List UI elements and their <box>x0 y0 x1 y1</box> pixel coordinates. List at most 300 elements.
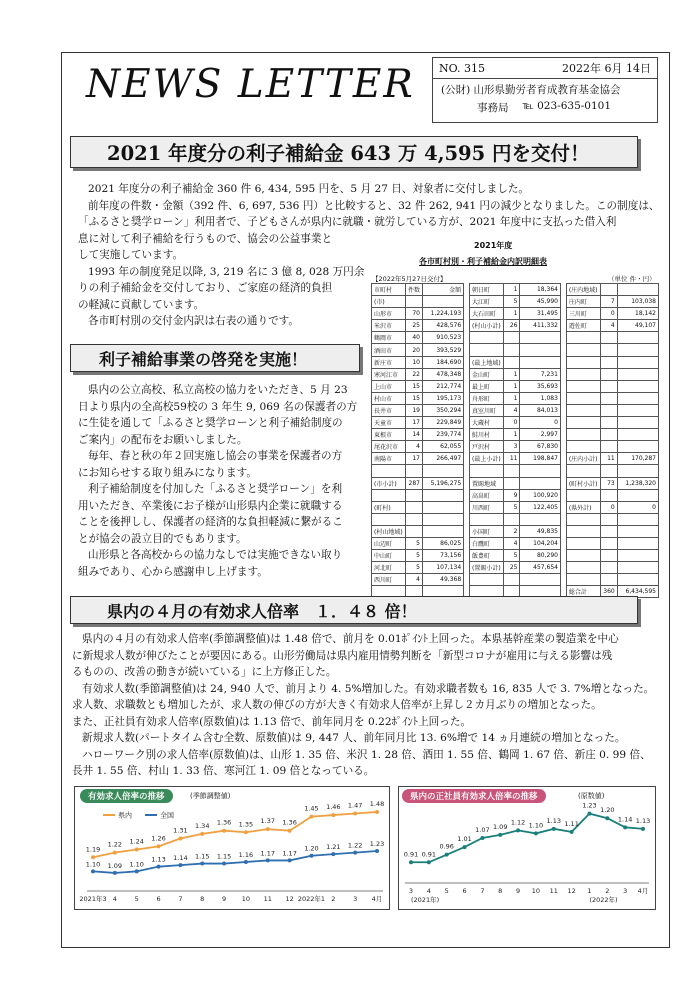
x-tick-label: 4月 <box>637 887 649 895</box>
municipal-table-wrap <box>371 283 659 597</box>
table-cell: 鮭川村 <box>470 429 504 441</box>
table-cell: 15 <box>405 380 422 392</box>
table-cell: 庄内町 <box>566 296 600 308</box>
table-cell <box>600 429 617 441</box>
chart1-title: 有効求人倍率の推移 <box>80 789 173 803</box>
data-point <box>309 854 313 858</box>
data-label: 1.10 <box>129 860 144 869</box>
data-point <box>222 862 226 866</box>
table-cell: 飯豊町 <box>470 550 504 562</box>
data-point <box>375 810 379 814</box>
table-cell: 三川町 <box>566 308 600 320</box>
x-tick-label: 11 <box>549 887 558 895</box>
table-cell <box>422 525 463 537</box>
table-cell <box>600 513 617 525</box>
data-point <box>266 827 270 831</box>
data-label: 1.36 <box>216 818 232 827</box>
data-label: 1.37 <box>260 817 276 826</box>
data-label: 1.10 <box>85 860 101 869</box>
data-point <box>463 845 467 849</box>
data-point <box>113 871 117 875</box>
chart1-note: (季節調整値) <box>190 792 231 800</box>
table-cell <box>372 465 406 477</box>
data-label: 1.24 <box>129 837 144 846</box>
data-label: 1.11 <box>564 819 579 828</box>
table-cell: 457,654 <box>520 562 561 574</box>
table-cell <box>470 574 504 586</box>
table-row <box>372 392 659 404</box>
table-cell <box>405 501 422 513</box>
table-row <box>372 562 659 574</box>
data-point <box>200 832 204 836</box>
table-cell: 360 <box>600 586 617 598</box>
table-cell: 17 <box>405 453 422 465</box>
table-cell <box>470 344 504 356</box>
table-cell: 478,348 <box>422 368 463 380</box>
table-cell <box>617 332 658 344</box>
table-cell <box>600 284 617 296</box>
table-cell <box>617 429 658 441</box>
table-cell: 戸沢村 <box>470 441 504 453</box>
table-cell: 0 <box>600 308 617 320</box>
table-row <box>372 550 659 562</box>
table-cell: 長井市 <box>372 404 406 416</box>
table-cell <box>566 513 600 525</box>
table-cell <box>600 441 617 453</box>
table-cell: 910,523 <box>422 332 463 344</box>
table-cell: 山辺町 <box>372 537 406 549</box>
table-cell <box>600 465 617 477</box>
table-cell <box>504 477 520 489</box>
chart2-svg <box>399 787 655 909</box>
table-cell: 62,055 <box>422 441 463 453</box>
organization-name: (公財) 山形県勤労者育成教育基金協会 <box>441 84 621 96</box>
table-cell: 舟形町 <box>470 392 504 404</box>
table-cell: 40 <box>405 332 422 344</box>
table-row <box>372 574 659 586</box>
table-cell: 天童市 <box>372 417 406 429</box>
table-cell <box>504 332 520 344</box>
table-cell: 22 <box>405 368 422 380</box>
table-cell: (置賜小計) <box>470 562 504 574</box>
data-point <box>244 860 248 864</box>
section3-line: 有効求人数(季節調整値)は 24, 940 人で、前月より 4. 5%増加した。有効求職者数も 16, 835 人で 3. 7%増となった。 <box>82 682 655 695</box>
data-label: 1.22 <box>347 841 363 850</box>
x-tick-label: 1 <box>587 887 592 895</box>
table-cell: 置賜地域 <box>470 477 504 489</box>
table-cell: 5 <box>504 296 520 308</box>
data-label: 0.91 <box>403 850 419 859</box>
table-cell: 金額 <box>422 284 463 296</box>
data-label: 0.96 <box>439 842 454 851</box>
table-title-year: 2021年度 <box>474 241 513 250</box>
data-label: 1.10 <box>528 821 544 830</box>
table-row <box>372 525 659 537</box>
table-cell: 5 <box>405 550 422 562</box>
data-point <box>200 862 204 866</box>
table-cell: 67,830 <box>520 441 561 453</box>
data-point <box>353 812 357 816</box>
section2-line: に生徒を通して「ふるさと奨学ローンと利子補給制度の <box>78 417 343 429</box>
table-cell: (市小計) <box>372 477 406 489</box>
chart2-note: (原数値) <box>578 792 605 800</box>
table-cell <box>566 392 600 404</box>
table-cell <box>520 465 561 477</box>
table-cell <box>617 441 658 453</box>
table-cell: 中山町 <box>372 550 406 562</box>
section1-line: の軽減に貢献しています。 <box>78 298 205 311</box>
data-point <box>91 855 95 859</box>
table-cell: 村山市 <box>372 392 406 404</box>
table-cell: 7,231 <box>520 368 561 380</box>
table-cell: 195,173 <box>422 392 463 404</box>
table-cell: 鶴岡市 <box>372 332 406 344</box>
table-cell: 1,083 <box>520 392 561 404</box>
section2-line: ご案内」の配布をお願いしました。 <box>78 433 248 446</box>
table-row <box>372 320 659 332</box>
table-cell: 4 <box>405 441 422 453</box>
data-label: 1.13 <box>635 816 651 825</box>
section2-line: 用いただき、卒業後にお子様が山形県内企業に就職する <box>78 499 343 512</box>
x-tick-label: 6 <box>156 895 161 903</box>
table-cell <box>405 513 422 525</box>
data-label: 1.23 <box>582 801 597 810</box>
table-cell <box>566 404 600 416</box>
table-cell <box>566 380 600 392</box>
table-cell: 酒田市 <box>372 344 406 356</box>
newsletter-title: NEWS LETTER <box>86 62 415 107</box>
table-cell: 31,495 <box>520 308 561 320</box>
table-cell: 5 <box>405 562 422 574</box>
issue-number: NO. 315 <box>439 61 485 75</box>
table-cell <box>520 332 561 344</box>
table-cell: 100,920 <box>520 489 561 501</box>
table-cell <box>617 513 658 525</box>
table-row <box>372 417 659 429</box>
table-cell <box>372 489 406 501</box>
table-cell <box>520 513 561 525</box>
data-label: 1.22 <box>107 840 123 849</box>
masthead-info-box <box>432 57 658 123</box>
table-cell: 18,364 <box>520 284 561 296</box>
x-group-label: (2021年) <box>411 896 440 904</box>
section2-line: 県内の公立高校、私立高校の協力をいただき、5 月 23 <box>88 384 348 396</box>
table-cell <box>566 332 600 344</box>
data-label: 1.15 <box>216 852 232 861</box>
data-label: 1.19 <box>85 845 101 854</box>
table-cell: (最上小計) <box>470 453 504 465</box>
table-cell: (村山地域) <box>372 525 406 537</box>
data-point <box>409 860 413 864</box>
table-cell <box>566 537 600 549</box>
data-point <box>331 813 335 817</box>
table-cell: 49,368 <box>422 574 463 586</box>
data-point <box>266 858 270 862</box>
section2-line: 山形県と各高校からの協力なしでは実施できない取り <box>88 549 343 561</box>
x-tick-label: 10 <box>241 895 251 903</box>
table-cell: (町村小計) <box>566 477 600 489</box>
table-cell: 大江町 <box>470 296 504 308</box>
table-cell: 5,196,275 <box>422 477 463 489</box>
table-cell <box>617 392 658 404</box>
table-cell <box>600 537 617 549</box>
table-cell: 18,142 <box>617 308 658 320</box>
table-unit: （単位 件・円） <box>608 275 656 283</box>
table-cell: 84,013 <box>520 404 561 416</box>
x-tick-label: 2 <box>331 895 336 903</box>
table-cell <box>600 550 617 562</box>
table-row <box>372 537 659 549</box>
table-cell: 1,224,193 <box>422 308 463 320</box>
section3-line: るものの、改善の動きが続いている」に上方修正した。 <box>72 666 337 678</box>
x-tick-label: 3 <box>623 887 628 895</box>
x-tick-label: 4月 <box>371 895 383 903</box>
table-cell: 229,849 <box>422 417 463 429</box>
section2-line: 組みであり、心から感謝申し上げます。 <box>78 565 268 578</box>
x-tick-label: 9 <box>516 887 521 895</box>
table-cell <box>566 562 600 574</box>
x-tick-label: 7 <box>480 887 485 895</box>
table-cell: (最上地域) <box>470 356 504 368</box>
table-cell: 総合計 <box>566 586 600 598</box>
table-cell <box>617 344 658 356</box>
table-cell: 15 <box>405 392 422 404</box>
chart2-box <box>398 786 656 910</box>
table-row <box>372 441 659 453</box>
data-label: 1.45 <box>304 804 319 813</box>
table-cell <box>617 525 658 537</box>
data-label: 1.31 <box>173 826 188 835</box>
table-cell: 真室川町 <box>470 404 504 416</box>
data-label: 1.26 <box>151 834 166 843</box>
table-cell <box>504 465 520 477</box>
table-cell <box>405 525 422 537</box>
table-cell <box>617 284 658 296</box>
table-cell: 最上町 <box>470 380 504 392</box>
table-cell: 239,774 <box>422 429 463 441</box>
section2-title: 利子補給事業の啓発を実施！ <box>70 344 360 372</box>
table-cell: 184,690 <box>422 356 463 368</box>
data-point <box>623 825 627 829</box>
table-row <box>372 453 659 465</box>
section2-line: にお知らせする取り組みになります。 <box>78 466 257 479</box>
table-cell: 金山町 <box>470 368 504 380</box>
data-label: 1.14 <box>617 815 633 824</box>
data-label: 1.09 <box>492 822 508 831</box>
table-cell <box>422 489 463 501</box>
data-label: 1.12 <box>510 818 526 827</box>
table-cell: 1 <box>504 368 520 380</box>
office-phone: ℡ 023-635-0101 <box>522 100 612 112</box>
table-cell <box>520 574 561 586</box>
data-point <box>480 836 484 840</box>
table-cell: 白鷹町 <box>470 537 504 549</box>
data-label: 1.16 <box>238 850 254 859</box>
x-group-label: (2022年) <box>589 896 618 904</box>
table-row <box>372 513 659 525</box>
table-cell <box>566 356 600 368</box>
table-cell: 5 <box>504 501 520 513</box>
table-cell <box>422 465 463 477</box>
table-cell <box>470 332 504 344</box>
section3-line: 求人数、求職数とも増加したが、求人数の伸びの方が大きく有効求人倍率が上昇し２カ月ぶりの増加となった。 <box>72 699 602 711</box>
section1-line: 「ふるさと奨学ローン」利用者で、子どもさんが県内に就職・就労している方が、2021 年度中に支払った借入利 <box>78 216 617 228</box>
table-cell: 287 <box>405 477 422 489</box>
table-cell <box>617 465 658 477</box>
section3-line: 長井 1. 55 倍、村山 1. 33 倍、寒河江 1. 09 倍となっている。 <box>72 765 375 777</box>
table-cell: 25 <box>504 562 520 574</box>
table-cell: 45,990 <box>520 296 561 308</box>
table-row <box>372 344 659 356</box>
table-cell: 5 <box>405 537 422 549</box>
section3-body <box>72 631 654 780</box>
table-cell: 411,332 <box>520 320 561 332</box>
table-cell: 350,294 <box>422 404 463 416</box>
table-cell: 103,038 <box>617 296 658 308</box>
table-row <box>372 332 659 344</box>
data-point <box>113 851 117 855</box>
table-cell <box>470 513 504 525</box>
data-label: 1.09 <box>107 861 123 870</box>
table-cell: 49,835 <box>520 525 561 537</box>
table-cell <box>504 574 520 586</box>
table-cell <box>566 574 600 586</box>
data-point <box>516 828 520 832</box>
table-cell: 4 <box>600 320 617 332</box>
table-cell <box>600 368 617 380</box>
table-row <box>372 429 659 441</box>
data-label: 1.13 <box>151 855 166 864</box>
table-cell <box>566 417 600 429</box>
municipal-table <box>371 283 659 598</box>
table-cell: 1 <box>504 392 520 404</box>
section1-line: 息に対して利子補給を行うもので、協会の公益事業と <box>78 232 333 245</box>
data-point <box>534 831 538 835</box>
table-row <box>372 296 659 308</box>
table-cell: 件数 <box>405 284 422 296</box>
table-cell: 11 <box>600 453 617 465</box>
table-cell <box>617 417 658 429</box>
data-label: 1.23 <box>369 840 385 849</box>
section3-line: 県内の４月の有効求人倍率(季節調整値)は 1.48 倍で、前月を 0.01ﾎﾟｲﾝﾄ上回った。本県基幹産業の製造業を中心 <box>82 633 619 645</box>
table-row <box>372 308 659 320</box>
data-point <box>353 851 357 855</box>
table-cell: (県外計) <box>566 501 600 513</box>
table-cell: 25 <box>405 320 422 332</box>
table-cell: 107,134 <box>422 562 463 574</box>
table-cell: 122,405 <box>520 501 561 513</box>
x-tick-label: 6 <box>462 887 467 895</box>
section2-line: 毎年、春と秋の年２回実施し協会の事業を保護者の方 <box>88 450 343 462</box>
x-tick-label: 11 <box>263 895 272 903</box>
table-cell <box>520 356 561 368</box>
table-cell: 山形市 <box>372 308 406 320</box>
data-label: 0.91 <box>421 850 437 859</box>
data-label: 1.07 <box>475 825 490 834</box>
table-cell <box>566 344 600 356</box>
table-cell <box>422 296 463 308</box>
data-point <box>288 829 292 833</box>
table-cell <box>566 368 600 380</box>
table-cell: 3 <box>504 441 520 453</box>
table-cell: 35,693 <box>520 380 561 392</box>
x-tick-label: 4 <box>112 895 117 903</box>
data-label: 1.15 <box>194 852 210 861</box>
table-cell <box>617 537 658 549</box>
table-cell: 9 <box>504 489 520 501</box>
table-cell: 19 <box>405 404 422 416</box>
table-cell: 1,238,320 <box>617 477 658 489</box>
table-cell: 7 <box>600 296 617 308</box>
table-cell <box>504 344 520 356</box>
data-label: 1.01 <box>457 835 472 844</box>
table-cell: 428,576 <box>422 320 463 332</box>
table-cell <box>600 356 617 368</box>
table-cell <box>600 417 617 429</box>
table-cell: 73,156 <box>422 550 463 562</box>
table-cell <box>600 344 617 356</box>
table-cell: 17 <box>405 417 422 429</box>
x-tick-label: 12 <box>567 887 576 895</box>
x-tick-label: 2021年3 <box>79 895 107 903</box>
table-cell: 米沢市 <box>372 320 406 332</box>
table-cell: 20 <box>405 344 422 356</box>
table-cell <box>566 429 600 441</box>
table-cell: 2 <box>504 525 520 537</box>
table-cell <box>617 550 658 562</box>
table-cell <box>600 562 617 574</box>
table-cell: 6,434,595 <box>617 586 658 598</box>
legend-label: 県内 <box>118 811 132 820</box>
table-cell: 遊佐町 <box>566 320 600 332</box>
x-tick-label: 3 <box>408 887 414 895</box>
table-cell <box>405 489 422 501</box>
table-cell <box>504 356 520 368</box>
table-cell: 80,290 <box>520 550 561 562</box>
office-label: 事務局 <box>477 102 509 114</box>
table-cell <box>422 501 463 513</box>
table-cell: 5 <box>504 550 520 562</box>
table-cell: 2,997 <box>520 429 561 441</box>
table-cell: 86,025 <box>422 537 463 549</box>
section2-body <box>78 382 357 580</box>
data-label: 1.14 <box>173 854 188 863</box>
data-point <box>288 858 292 862</box>
table-cell: 大石田町 <box>470 308 504 320</box>
chart1-svg <box>75 787 389 909</box>
table-cell <box>617 368 658 380</box>
data-label: 1.20 <box>600 806 615 815</box>
data-label: 1.21 <box>326 843 341 852</box>
table-cell: 212,774 <box>422 380 463 392</box>
table-cell: 4 <box>405 574 422 586</box>
table-row <box>372 477 659 489</box>
table-cell: 高畠町 <box>470 489 504 501</box>
table-cell: 東根市 <box>372 429 406 441</box>
data-label: 1.20 <box>304 844 319 853</box>
table-cell <box>422 513 463 525</box>
table-cell: 266,497 <box>422 453 463 465</box>
table-cell: 上山市 <box>372 380 406 392</box>
x-tick-label: 8 <box>498 887 503 895</box>
table-cell: 170,287 <box>617 453 658 465</box>
table-cell <box>617 574 658 586</box>
table-cell: 川西町 <box>470 501 504 513</box>
section3-line: また、正社員有効求人倍率(原数値)は 1.13 倍で、前年同月を 0.22ﾎﾟｲﾝﾄ上回った。 <box>72 715 472 728</box>
data-point <box>157 865 161 869</box>
data-point <box>552 827 556 831</box>
x-tick-label: 2 <box>605 887 610 895</box>
